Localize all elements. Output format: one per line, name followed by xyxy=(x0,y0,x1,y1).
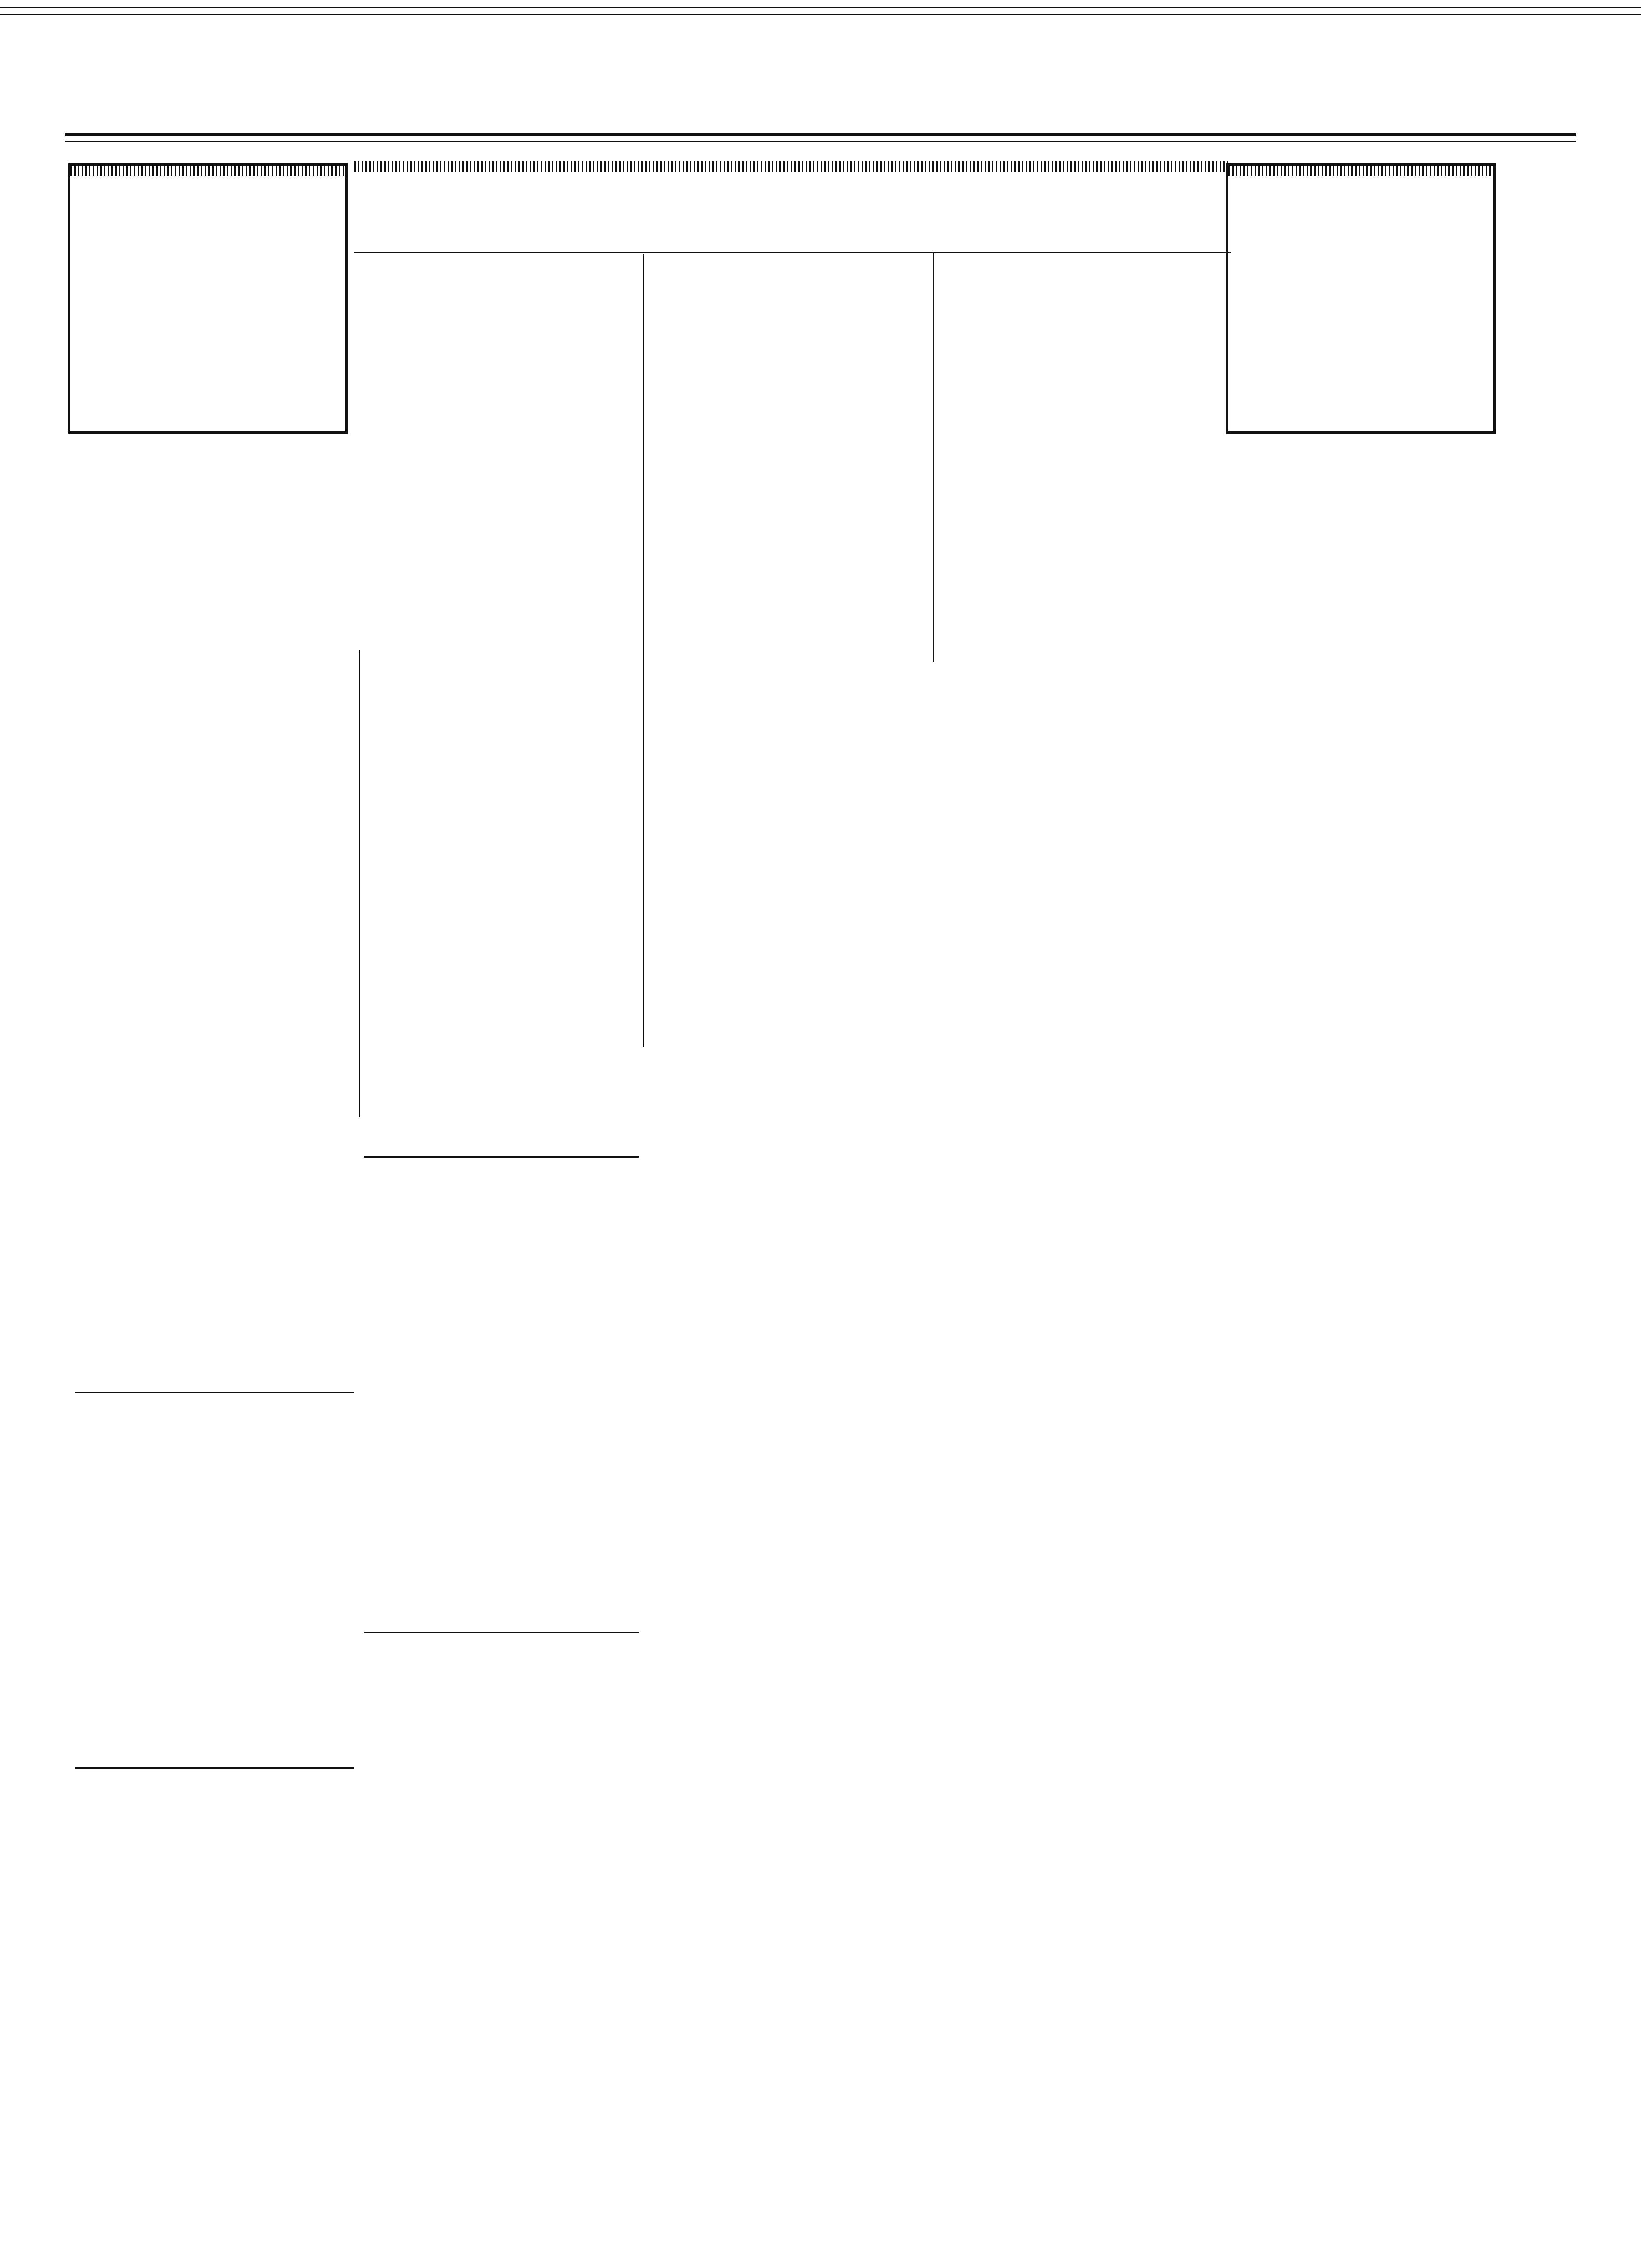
russos-col1 xyxy=(359,273,639,436)
rapazes-body xyxy=(1241,261,1484,429)
rapazes-box xyxy=(1226,163,1496,434)
oito-irmaos-body xyxy=(364,1758,639,2000)
russos-col3 xyxy=(939,252,1223,452)
mais-nove-body xyxy=(364,2033,639,2131)
dulles-col2 xyxy=(364,653,639,1147)
criancas-body xyxy=(75,1469,354,1758)
elefantes-box xyxy=(68,163,348,434)
russos-col2 xyxy=(649,252,929,1063)
dulles-col1 xyxy=(75,653,354,1385)
disturbios-body xyxy=(364,1250,639,1618)
elefantes-body xyxy=(83,270,335,429)
